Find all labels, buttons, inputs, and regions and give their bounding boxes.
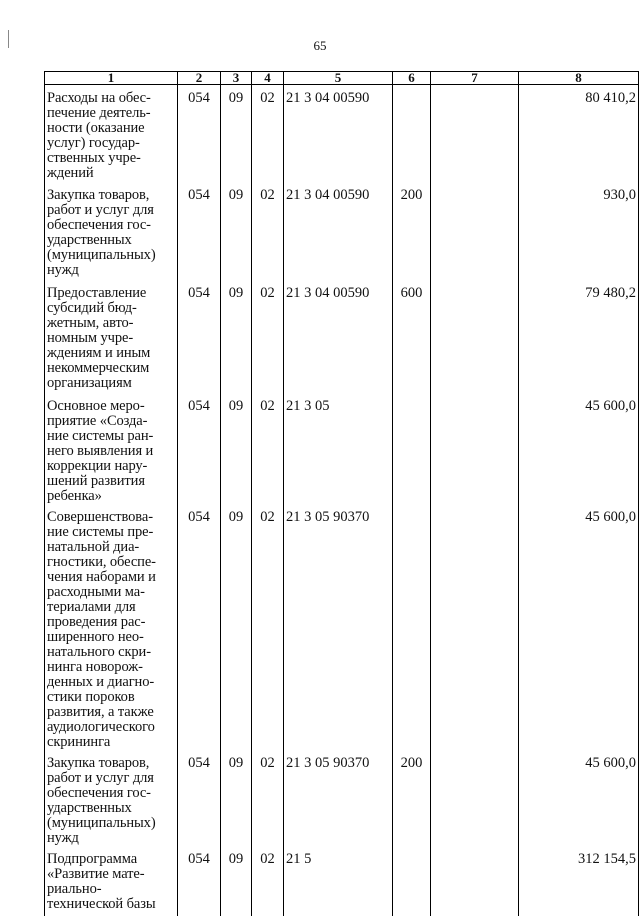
column-7-cell bbox=[431, 182, 519, 280]
column-7-cell bbox=[431, 393, 519, 504]
column-7-cell bbox=[431, 280, 519, 393]
ministry-code-cell: 054 bbox=[178, 182, 221, 280]
subsection-code-cell: 02 bbox=[252, 504, 284, 750]
expense-type-cell bbox=[393, 85, 431, 183]
header-col-8: 8 bbox=[519, 72, 639, 85]
expense-type-cell: 600 bbox=[393, 280, 431, 393]
target-article-cell: 21 3 05 90370 bbox=[284, 750, 393, 846]
expense-type-cell: 200 bbox=[393, 750, 431, 846]
row-name-cell: Подпрограмма «Развитие мате- риально- технической базы bbox=[45, 846, 178, 916]
table-row bbox=[45, 846, 639, 916]
target-article-cell: 21 3 04 00590 bbox=[284, 182, 393, 280]
amount-cell: 312 154,5 bbox=[519, 846, 639, 916]
header-col-2: 2 bbox=[178, 72, 221, 85]
row-name-cell: Расходы на обес- печение деятель- ности (оказание услуг) государ- ственных учре- ждений bbox=[45, 85, 178, 183]
expense-type-cell bbox=[393, 504, 431, 750]
ministry-code-cell: 054 bbox=[178, 846, 221, 916]
row-name-cell: Закупка товаров, работ и услуг для обеспечения гос- ударственных (муниципальных) нужд bbox=[45, 750, 178, 846]
row-name-cell: Закупка товаров, работ и услуг для обеспечения гос- ударственных (муниципальных) нужд bbox=[45, 182, 178, 280]
row-name-cell: Основное меро- приятие «Созда- ние системы ран- него выявления и коррекции нару- шений развития ребенка» bbox=[45, 393, 178, 504]
subsection-code-cell: 02 bbox=[252, 85, 284, 183]
table-row bbox=[45, 504, 639, 750]
ministry-code-cell: 054 bbox=[178, 85, 221, 183]
target-article-cell: 21 3 05 bbox=[284, 393, 393, 504]
expense-type-cell bbox=[393, 393, 431, 504]
header-col-4: 4 bbox=[252, 72, 284, 85]
target-article-cell: 21 3 04 00590 bbox=[284, 280, 393, 393]
target-article-cell: 21 5 bbox=[284, 846, 393, 916]
ministry-code-cell: 054 bbox=[178, 504, 221, 750]
table-row bbox=[45, 182, 639, 280]
section-code-cell: 09 bbox=[221, 846, 252, 916]
expense-type-cell: 200 bbox=[393, 182, 431, 280]
column-7-cell bbox=[431, 750, 519, 846]
header-col-5: 5 bbox=[284, 72, 393, 85]
target-article-cell: 21 3 05 90370 bbox=[284, 504, 393, 750]
amount-cell: 79 480,2 bbox=[519, 280, 639, 393]
amount-cell: 45 600,0 bbox=[519, 750, 639, 846]
row-name-cell: Предоставление субсидий бюд- жетным, авто- номным учре- ждениям и иным некоммерческим организациям bbox=[45, 280, 178, 393]
row-name-cell: Совершенствова- ние системы пре- натальной диа- гностики, обеспе- чения наборами и расходными ма- териалами для проведения рас- ширенного нео- натального скри- нинга новорож- денных и диагно- стики пороков развития, а также аудиологического скрининга bbox=[45, 504, 178, 750]
table-row bbox=[45, 750, 639, 846]
subsection-code-cell: 02 bbox=[252, 750, 284, 846]
table-row bbox=[45, 393, 639, 504]
target-article-cell: 21 3 04 00590 bbox=[284, 85, 393, 183]
ministry-code-cell: 054 bbox=[178, 280, 221, 393]
page-number: 65 bbox=[313, 38, 327, 53]
column-7-cell bbox=[431, 85, 519, 183]
expense-type-cell bbox=[393, 846, 431, 916]
column-7-cell bbox=[431, 846, 519, 916]
amount-cell: 45 600,0 bbox=[519, 504, 639, 750]
column-7-cell bbox=[431, 504, 519, 750]
header-col-3: 3 bbox=[221, 72, 252, 85]
table-row bbox=[45, 85, 639, 183]
section-code-cell: 09 bbox=[221, 750, 252, 846]
amount-cell: 45 600,0 bbox=[519, 393, 639, 504]
section-code-cell: 09 bbox=[221, 504, 252, 750]
amount-cell: 80 410,2 bbox=[519, 85, 639, 183]
ministry-code-cell: 054 bbox=[178, 393, 221, 504]
section-code-cell: 09 bbox=[221, 182, 252, 280]
budget-table bbox=[44, 71, 639, 916]
section-code-cell: 09 bbox=[221, 280, 252, 393]
header-col-1: 1 bbox=[45, 72, 178, 85]
subsection-code-cell: 02 bbox=[252, 393, 284, 504]
subsection-code-cell: 02 bbox=[252, 182, 284, 280]
section-code-cell: 09 bbox=[221, 85, 252, 183]
table-row bbox=[45, 280, 639, 393]
subsection-code-cell: 02 bbox=[252, 280, 284, 393]
header-row bbox=[45, 72, 639, 85]
ministry-code-cell: 054 bbox=[178, 750, 221, 846]
header-col-7: 7 bbox=[431, 72, 519, 85]
header-col-6: 6 bbox=[393, 72, 431, 85]
section-code-cell: 09 bbox=[221, 393, 252, 504]
amount-cell: 930,0 bbox=[519, 182, 639, 280]
subsection-code-cell: 02 bbox=[252, 846, 284, 916]
